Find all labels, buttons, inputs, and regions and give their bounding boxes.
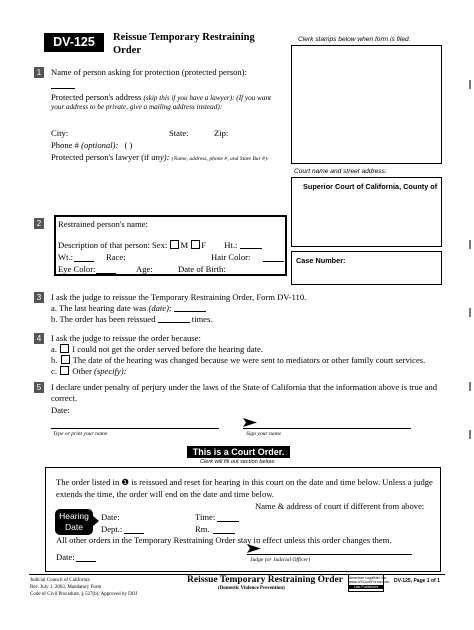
age-label: Age: bbox=[136, 264, 153, 274]
sex-f-label: F bbox=[201, 240, 207, 250]
state-label: State: bbox=[169, 128, 189, 138]
weight-field[interactable] bbox=[74, 253, 94, 262]
eye-label: Eye Color: bbox=[58, 264, 96, 274]
hearing-badge-pointer-icon bbox=[93, 516, 99, 526]
case-number-label: Case Number: bbox=[296, 256, 346, 265]
item-3-text: I ask the judge to reissue the Temporary Restraining Order, Form DV-110. bbox=[51, 292, 307, 302]
footer-left1: Judicial Council of California bbox=[30, 578, 90, 583]
sex-f-checkbox[interactable] bbox=[191, 240, 200, 249]
height-field[interactable] bbox=[240, 240, 262, 249]
judge-signature-arrow-icon bbox=[247, 544, 261, 553]
court-name: Superior Court of California, County of bbox=[303, 182, 438, 191]
judge-signature-line[interactable] bbox=[247, 554, 412, 555]
court-address-label: Court name and street address: bbox=[294, 168, 387, 175]
court-order-text1 bbox=[56, 477, 433, 488]
item-4b-label: The date of the hearing was changed because we were sent to mediators or other family court services. bbox=[72, 355, 426, 365]
item-1-label: Name of person asking for protection (protected person): bbox=[51, 67, 247, 77]
scan-mark bbox=[469, 240, 471, 249]
city-label: City: bbox=[51, 128, 69, 138]
weight-label: Wt.: bbox=[58, 252, 74, 262]
item-4-text: I ask the judge to reissue the order because: bbox=[51, 333, 201, 343]
court-name-address-label: Name & address of court if different from above: bbox=[255, 501, 425, 511]
footer-page: DV-125, Page 1 of 1 bbox=[394, 578, 440, 584]
item-4a-label: I could not get the order served before the hearing date. bbox=[72, 344, 263, 354]
item-4c-row bbox=[51, 366, 126, 376]
scan-mark bbox=[469, 80, 471, 89]
restrained-name-label: Restrained person's name: bbox=[58, 219, 148, 229]
address-note-2: your address to be private, give a mailing address instead): bbox=[51, 103, 223, 111]
hearing-dept-field[interactable] bbox=[124, 525, 144, 534]
footer-title: Reissue Temporary Restraining Order bbox=[187, 575, 343, 585]
clerk-fill-note: Clerk will fill out section below. bbox=[200, 459, 276, 465]
item-3b-row bbox=[51, 314, 212, 324]
description-label: Description of that person: Sex: bbox=[58, 240, 168, 250]
footer-subtitle: (Domestic Violence Prevention) bbox=[218, 586, 285, 591]
form-number-box: DV-125 bbox=[44, 33, 104, 52]
address-label: Protected person's address bbox=[51, 92, 142, 102]
item-5-text1: I declare under penalty of perjury under the laws of the State of California that the information above is true and bbox=[51, 382, 438, 392]
item-4a-prefix: a. bbox=[51, 344, 57, 354]
item-4c-checkbox[interactable] bbox=[60, 366, 69, 375]
item-3a-row bbox=[51, 303, 206, 313]
logo-line1: American LegalNet, Inc. bbox=[349, 576, 388, 580]
item-4c-prefix: c. bbox=[51, 366, 57, 376]
judge-label: Judge (or Judicial Officer) bbox=[250, 557, 311, 563]
race-label: Race: bbox=[106, 252, 126, 262]
sex-m-checkbox[interactable] bbox=[170, 240, 179, 249]
item-5-text2: correct. bbox=[51, 393, 77, 403]
address-note: (skip this if you have a lawyer): (If you want bbox=[143, 94, 272, 102]
protected-name-line[interactable] bbox=[51, 88, 75, 89]
sex-m-label: M bbox=[180, 240, 189, 250]
item-1-address-row bbox=[51, 92, 271, 102]
description-row bbox=[58, 240, 262, 250]
publisher-logo bbox=[348, 574, 390, 592]
scan-mark bbox=[469, 308, 471, 317]
hearing-dept-label: Dept.: bbox=[101, 524, 123, 534]
lawyer-any: any): bbox=[151, 152, 170, 162]
item-3a-label: a. The last hearing date was bbox=[51, 303, 147, 313]
hearing-badge-line1: Hearing bbox=[59, 511, 89, 521]
signature-label: Sign your name bbox=[246, 431, 282, 437]
zip-label: Zip: bbox=[214, 128, 229, 138]
hearing-date-label: Date: bbox=[101, 512, 120, 522]
clerk-stamp-box bbox=[291, 45, 442, 164]
lawyer-note: (Name, address, phone #, and State Bar #): bbox=[171, 156, 269, 162]
hair-label: Hair Color: bbox=[211, 252, 251, 262]
phone-label: Phone # bbox=[51, 140, 79, 150]
phone-row bbox=[51, 140, 132, 150]
court-order-text1a: The order listed in bbox=[56, 477, 120, 487]
footer-left3: Code of Civil Procedure, § 527(b); Approved by DOJ bbox=[30, 592, 138, 597]
all-other-orders-text: All other orders in the Temporary Restraining Order stay in effect unless this order changes them. bbox=[56, 535, 392, 545]
print-name-line[interactable] bbox=[51, 428, 219, 429]
item-1-number: 1 bbox=[34, 67, 44, 78]
reissued-times-field[interactable] bbox=[158, 314, 190, 323]
court-order-text2: extends the time, the order will end on the date and time below. bbox=[56, 489, 275, 499]
item-4b-row bbox=[51, 355, 425, 365]
hearing-date-badge bbox=[55, 509, 93, 535]
lawyer-row bbox=[51, 152, 269, 162]
signature-arrow-icon bbox=[243, 418, 257, 427]
item-5-date: Date: bbox=[51, 405, 70, 415]
phone-optional: (optional): bbox=[81, 140, 119, 150]
phone-parens[interactable]: ( ) bbox=[124, 140, 133, 150]
scan-mark bbox=[469, 430, 471, 439]
logo-line3: Law Publishers bbox=[349, 585, 383, 589]
court-order-text1b: is reissued and reset for hearing in this court on the date and time below. Unless a judge bbox=[131, 477, 433, 487]
hearing-rm-label: Rm. bbox=[195, 524, 210, 534]
hearing-rm-field[interactable] bbox=[213, 525, 235, 534]
item-4a-row bbox=[51, 344, 263, 354]
dob-label: Date of Birth: bbox=[178, 264, 226, 274]
item-3a-date-label: (date): bbox=[148, 303, 172, 313]
item-4-number: 4 bbox=[34, 333, 44, 344]
item-2-number: 2 bbox=[34, 218, 44, 229]
eye-field[interactable] bbox=[96, 265, 116, 274]
item-4b-checkbox[interactable] bbox=[61, 355, 70, 364]
last-hearing-date-field[interactable] bbox=[174, 303, 206, 312]
hearing-badge-line2: Date bbox=[65, 522, 83, 532]
form-title-line1: Reissue Temporary Restraining bbox=[113, 32, 255, 43]
item-1-reference-icon: ❶ bbox=[121, 477, 130, 487]
hearing-time-label: Time: bbox=[195, 512, 216, 522]
order-date-label: Date: bbox=[56, 552, 75, 562]
hair-field[interactable] bbox=[263, 253, 284, 262]
item-5-number: 5 bbox=[34, 382, 44, 393]
logo-line2: www.USCourtForms.com bbox=[349, 580, 390, 585]
court-order-banner: This is a Court Order. bbox=[187, 446, 290, 458]
signature-line[interactable] bbox=[243, 428, 411, 429]
item-4a-checkbox[interactable] bbox=[60, 344, 69, 353]
print-name-label: Type or print your name bbox=[53, 431, 108, 437]
item-3-number: 3 bbox=[34, 292, 44, 303]
scan-mark bbox=[469, 382, 471, 391]
item-4c-specify: (specify): bbox=[94, 366, 127, 376]
item-3b-label: b. The order has been reissued bbox=[51, 314, 156, 324]
footer-left2: Rev. July 1, 2003, Mandatory Form bbox=[30, 585, 102, 590]
height-label: Ht.: bbox=[224, 240, 238, 250]
lawyer-label: Protected person's lawyer (if bbox=[51, 152, 150, 162]
order-date-field[interactable] bbox=[76, 553, 96, 562]
item-3b-times: times. bbox=[191, 314, 213, 324]
item-4c-label: Other bbox=[72, 366, 92, 376]
item-4b-prefix: b. bbox=[51, 355, 58, 365]
hearing-time-field[interactable] bbox=[217, 513, 239, 522]
form-title-line2: Order bbox=[113, 45, 141, 56]
clerk-stamp-note: Clerk stamps below when form is filed. bbox=[298, 36, 411, 43]
